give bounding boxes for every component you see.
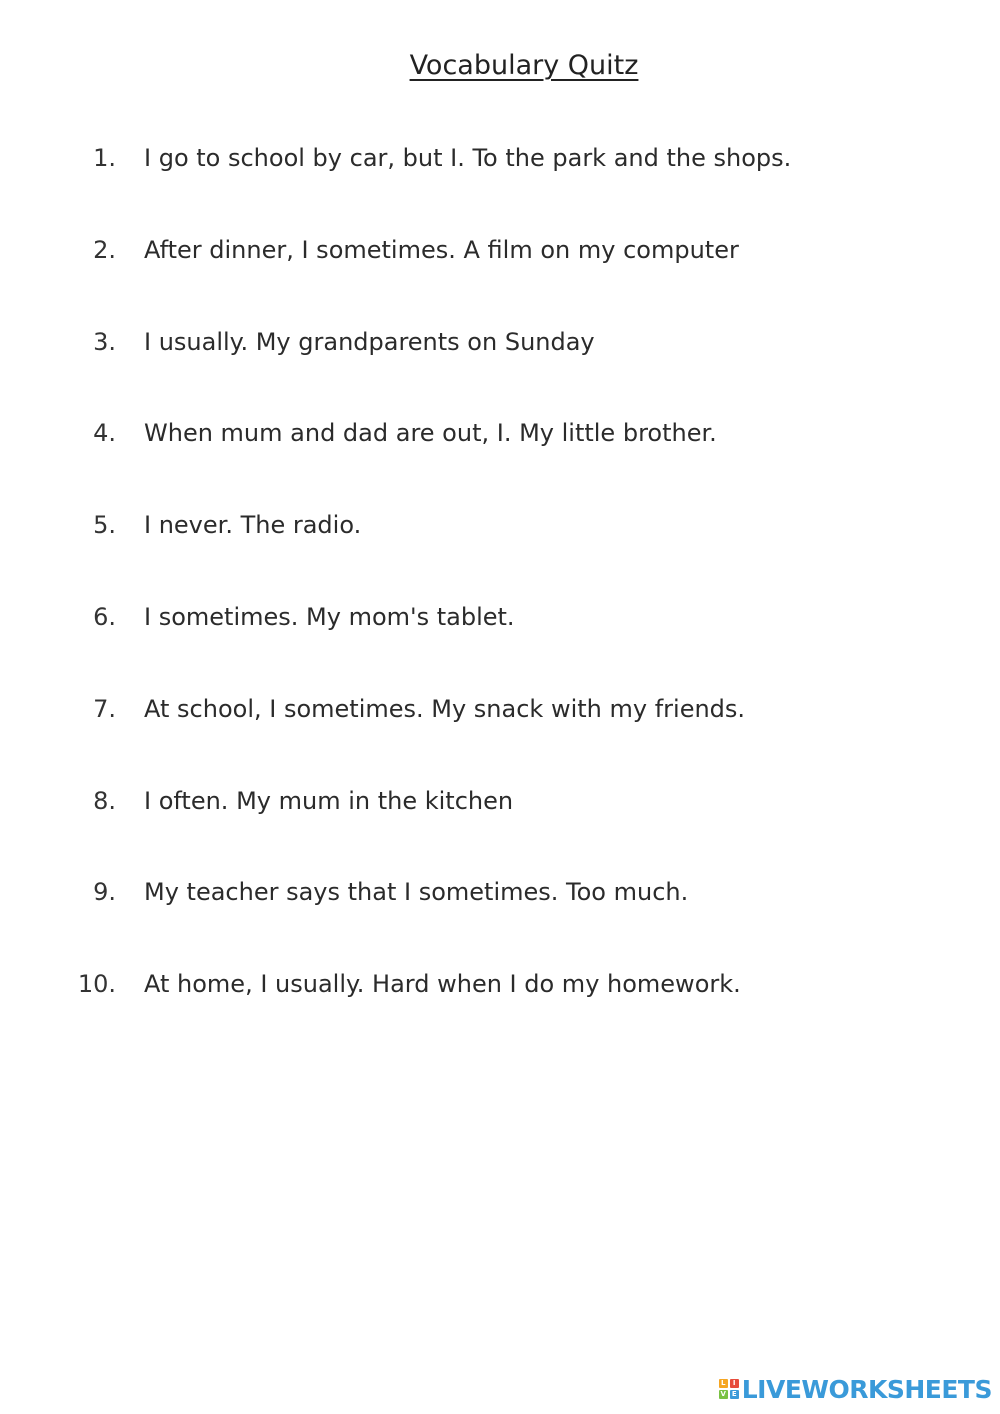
question-number: 8. — [93, 786, 116, 815]
question-text: When mum and dad are out, I. My little brother. — [144, 419, 717, 448]
question-text: I go to school by car, but I. To the park and the shops. — [144, 144, 792, 172]
question-item — [0, 412, 1000, 504]
question-item — [0, 688, 1000, 780]
page-title: Vocabulary Quitz — [409, 50, 639, 81]
watermark-text: LIVEWORKSHEETS — [741, 1374, 992, 1404]
logo-letter: E — [730, 1390, 739, 1399]
question-item — [0, 229, 1000, 321]
question-item — [0, 596, 1000, 688]
question-item — [0, 871, 1000, 963]
logo-letter: I — [730, 1379, 739, 1388]
question-number: 2. — [93, 235, 116, 264]
question-text: At home, I usually. Hard when I do my homework. — [144, 970, 741, 999]
logo-letter: V — [720, 1390, 726, 1398]
question-number: 5. — [93, 511, 116, 540]
question-item — [0, 780, 1000, 872]
question-text: I usually. My grandparents on Sunday — [144, 327, 595, 356]
question-number: 9. — [93, 878, 116, 907]
question-text: My teacher says that I sometimes. Too much. — [144, 878, 689, 907]
question-item — [0, 321, 1000, 413]
logo-letter: L — [719, 1379, 728, 1388]
question-number: 3. — [93, 327, 116, 356]
question-item — [0, 963, 1000, 1055]
question-list — [0, 137, 1000, 1055]
question-text: I never. The radio. — [144, 511, 362, 540]
question-text: After dinner, I sometimes. A film on my computer — [144, 235, 739, 264]
question-text: At school, I sometimes. My snack with my friends. — [144, 694, 746, 723]
question-number: 4. — [93, 419, 116, 448]
question-number: 7. — [93, 694, 116, 723]
liveworksheets-logo-icon — [719, 1379, 739, 1399]
liveworksheets-watermark[interactable] — [719, 1374, 992, 1404]
question-number: 6. — [93, 602, 116, 631]
question-text: I sometimes. My mom's tablet. — [144, 602, 515, 631]
question-number: 10. — [77, 970, 116, 999]
question-number: 1. — [93, 144, 116, 172]
question-item — [0, 137, 1000, 229]
question-item — [0, 504, 1000, 596]
question-text: I often. My mum in the kitchen — [144, 786, 514, 815]
